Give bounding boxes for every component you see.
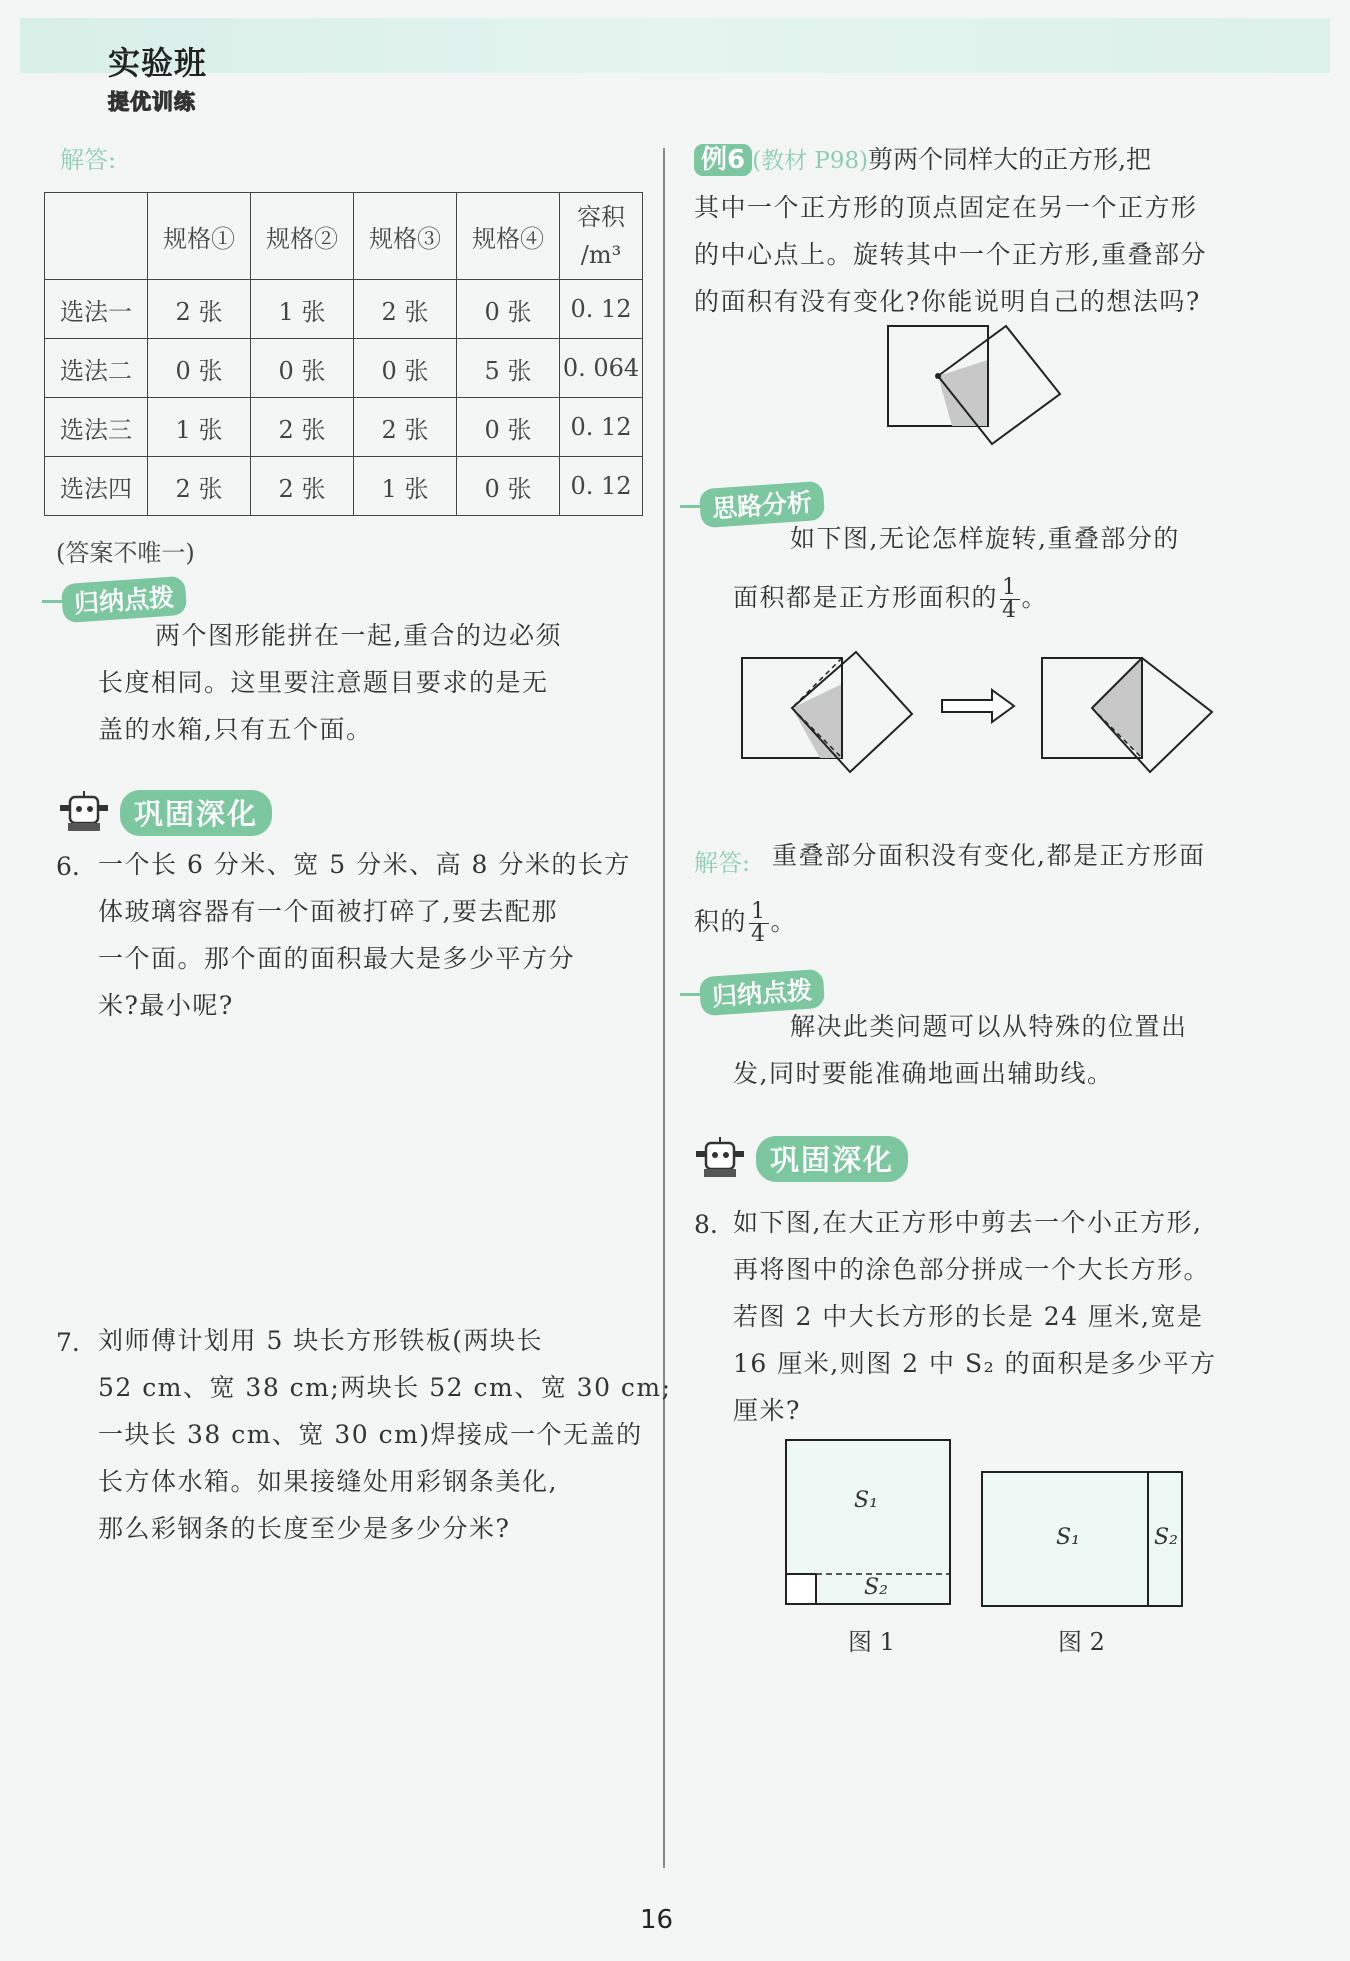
table-cell: 2 张 <box>354 280 457 339</box>
table-row <box>45 339 643 398</box>
rotated-squares-figure <box>880 320 1080 470</box>
header-band <box>20 18 1330 73</box>
spec-table <box>44 192 643 516</box>
question-number: 7. <box>56 1328 80 1357</box>
table-cell: 0. 12 <box>560 457 643 516</box>
arrow-right-icon <box>940 688 1020 728</box>
table-cell: 0 张 <box>457 280 560 339</box>
question-line: 一个长 6 分米、宽 5 分米、高 8 分米的长方 <box>98 850 631 879</box>
table-header-cell: 规格④ <box>457 193 560 280</box>
table-cell: 0 张 <box>251 339 354 398</box>
table-cell: 1 张 <box>148 398 251 457</box>
question-line: 若图 2 中大长方形的长是 24 厘米,宽是 <box>733 1302 1204 1331</box>
summary-line: 解决此类问题可以从特殊的位置出 <box>790 1012 1188 1041</box>
figure-2-s1-label: S₁ <box>1056 1525 1080 1550</box>
question-number: 6. <box>56 852 80 881</box>
table-cell: 2 张 <box>148 457 251 516</box>
table-cell: 0 张 <box>148 339 251 398</box>
table-cell: 选法一 <box>45 280 148 339</box>
summary-line: 两个图形能拼在一起,重合的边必须 <box>155 621 562 650</box>
table-header-cell: 规格③ <box>354 193 457 280</box>
question-line: 米?最小呢? <box>98 991 234 1020</box>
figure-1-s2-label: S₂ <box>864 1575 888 1600</box>
figure-1-s1-label: S₁ <box>854 1488 878 1513</box>
question-line: 一个面。那个面的面积最大是多少平方分 <box>98 944 576 973</box>
example-line: 的面积有没有变化?你能说明自己的想法吗? <box>694 287 1201 316</box>
table-row <box>45 398 643 457</box>
table-row <box>45 280 643 339</box>
table-cell: 2 张 <box>251 457 354 516</box>
section-title: 巩固深化 <box>756 1136 908 1182</box>
answer-label: 解答: <box>60 146 117 174</box>
fraction-one-quarter: $\frac{1}{4}$ <box>1002 575 1018 623</box>
question-line: 16 厘米,则图 2 中 S₂ 的面积是多少平方 <box>733 1349 1217 1378</box>
robot-mascot-icon <box>54 791 114 835</box>
table-cell: 0. 12 <box>560 280 643 339</box>
table-header-cell: 规格① <box>148 193 251 280</box>
table-cell: 选法三 <box>45 398 148 457</box>
table-header-volume <box>560 193 643 280</box>
figure-2-s2-label: S₂ <box>1154 1525 1178 1550</box>
question-line: 长方体水箱。如果接缝处用彩钢条美化, <box>98 1467 558 1496</box>
answer-note: (答案不唯一) <box>56 539 195 567</box>
table-header-row <box>45 193 643 280</box>
table-header-cell: 规格② <box>251 193 354 280</box>
example-source: (教材 P98) <box>752 148 869 174</box>
brand-sub-text: 提优训练 <box>108 90 196 114</box>
table-header-cell <box>45 193 148 280</box>
answer-label: 解答: <box>694 849 751 877</box>
example-line: 其中一个正方形的顶点固定在另一个正方形 <box>694 193 1198 222</box>
volume-unit: /m³ <box>580 241 622 269</box>
summary-line: 长度相同。这里要注意题目要求的是无 <box>98 668 549 697</box>
table-cell: 选法四 <box>45 457 148 516</box>
question-line: 52 cm、宽 38 cm;两块长 52 cm、宽 30 cm; <box>98 1373 672 1402</box>
analysis-line: 面积都是正方形面积的 $\frac{1}{4}$ 。 <box>733 575 1049 623</box>
question-line: 那么彩钢条的长度至少是多少分米? <box>98 1514 511 1543</box>
analysis-tag: 思路分析 <box>699 481 825 529</box>
robot-mascot-icon <box>690 1137 750 1181</box>
table-cell: 选法二 <box>45 339 148 398</box>
table-cell: 5 张 <box>457 339 560 398</box>
question-line: 厘米? <box>733 1396 801 1425</box>
table-cell: 2 张 <box>148 280 251 339</box>
brand-logo <box>108 38 207 116</box>
section-title: 巩固深化 <box>120 790 272 836</box>
example-badge: 例6 <box>694 144 752 176</box>
table-cell: 0 张 <box>457 398 560 457</box>
column-divider <box>663 148 665 1868</box>
example-heading <box>694 140 1151 181</box>
question-line: 刘师傅计划用 5 块长方形铁板(两块长 <box>98 1326 544 1355</box>
figure-1-caption: 图 1 <box>848 1628 895 1656</box>
answer-line: 重叠部分面积没有变化,都是正方形面 <box>772 841 1206 870</box>
section-header <box>690 1136 908 1182</box>
table-cell: 1 张 <box>251 280 354 339</box>
summary-line: 发,同时要能准确地画出辅助线。 <box>733 1059 1114 1088</box>
question-line: 体玻璃容器有一个面被打碎了,要去配那 <box>98 897 558 926</box>
summary-tag: 归纳点拨 <box>61 576 187 624</box>
figure-2-caption: 图 2 <box>1058 1628 1105 1656</box>
table-cell: 0 张 <box>354 339 457 398</box>
example-line: 剪两个同样大的正方形,把 <box>868 145 1152 174</box>
analysis-figure-left <box>740 650 940 800</box>
table-cell: 0 张 <box>457 457 560 516</box>
question-line: 如下图,在大正方形中剪去一个小正方形, <box>733 1208 1203 1237</box>
fraction-one-quarter: $\frac{1}{4}$ <box>751 899 767 947</box>
table-cell: 2 张 <box>354 398 457 457</box>
summary-line: 盖的水箱,只有五个面。 <box>98 715 373 744</box>
page-number: 16 <box>640 1905 674 1935</box>
table-cell: 1 张 <box>354 457 457 516</box>
table-cell: 0. 12 <box>560 398 643 457</box>
analysis-figure-right <box>1040 650 1240 800</box>
analysis-line: 如下图,无论怎样旋转,重叠部分的 <box>790 524 1180 553</box>
volume-label: 容积 <box>577 203 625 231</box>
question-line: 再将图中的涂色部分拼成一个大长方形。 <box>733 1255 1211 1284</box>
answer-line: 积的 $\frac{1}{4}$ 。 <box>694 899 798 947</box>
table-cell: 2 张 <box>251 398 354 457</box>
question-number: 8. <box>694 1210 718 1239</box>
question-line: 一块长 38 cm、宽 30 cm)焊接成一个无盖的 <box>98 1420 643 1449</box>
brand-main-text: 实验班 <box>108 44 208 82</box>
summary-tag: 归纳点拨 <box>699 969 825 1017</box>
section-header <box>54 790 272 836</box>
example-line: 的中心点上。旋转其中一个正方形,重叠部分 <box>694 240 1207 269</box>
table-cell: 0. 064 <box>560 339 643 398</box>
table-row <box>45 457 643 516</box>
